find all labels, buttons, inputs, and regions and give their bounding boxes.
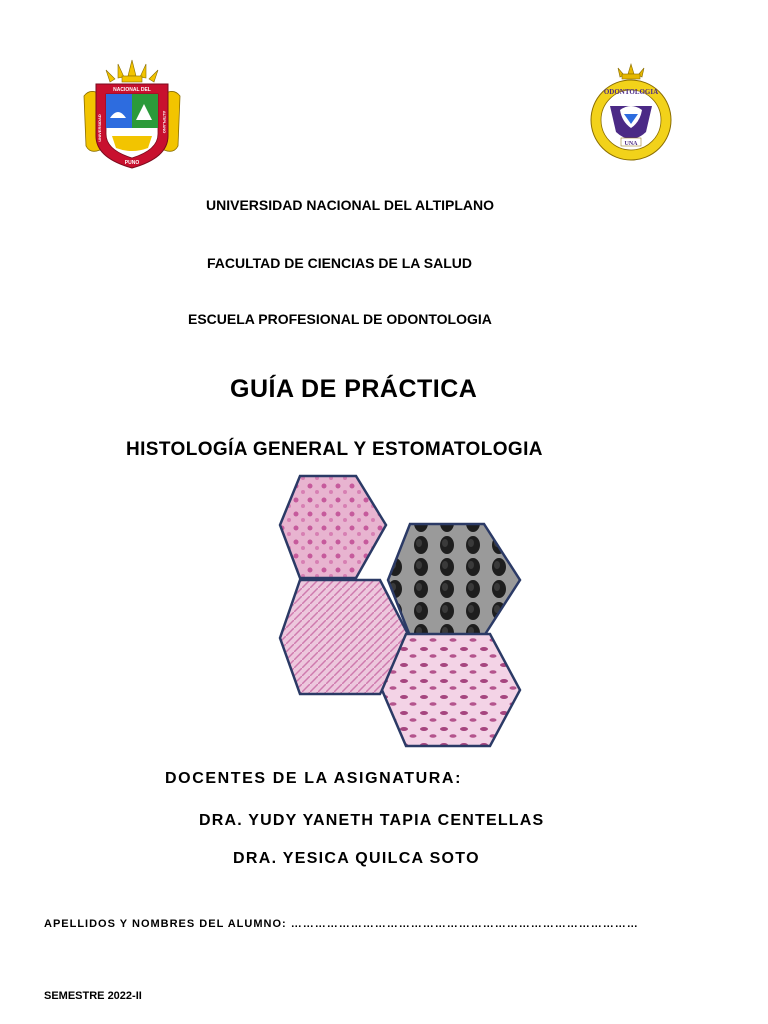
- semester-label: SEMESTRE 2022-II: [44, 990, 142, 1002]
- school-name: ESCUELA PROFESIONAL DE ODONTOLOGIA: [188, 311, 492, 327]
- student-name-blank: ……………………………………………………………………………: [290, 918, 639, 930]
- crest-text-bottom: PUNO: [124, 160, 140, 166]
- crest-text-left: UNIVERSIDAD: [97, 114, 102, 142]
- university-name: UNIVERSIDAD NACIONAL DEL ALTIPLANO: [206, 197, 495, 213]
- university-crest-icon: [82, 58, 182, 170]
- faculty-member: DRA. YUDY YANETH TAPIA CENTELLAS: [199, 812, 545, 829]
- university-crest-logo: [82, 58, 182, 170]
- faculty-name: FACULTAD DE CIENCIAS DE LA SALUD: [207, 255, 472, 271]
- histology-collage: [278, 468, 522, 748]
- crest-text-right: ALTIPLANO: [162, 110, 167, 134]
- faculty-heading: DOCENTES DE LA ASIGNATURA:: [165, 770, 463, 787]
- student-name-label: APELLIDOS Y NOMBRES DEL ALUMNO:: [44, 918, 287, 930]
- student-name-line: [44, 918, 639, 930]
- document-subtitle: HISTOLOGÍA GENERAL Y ESTOMATOLOGIA: [126, 439, 543, 460]
- seal-text-top: ODONTOLOGIA: [603, 88, 659, 96]
- faculty-member: DRA. YESICA QUILCA SOTO: [233, 850, 480, 867]
- seal-text-bottom: UNA: [624, 141, 638, 147]
- histology-hexagon-collage-icon: [278, 468, 522, 748]
- document-title: GUÍA DE PRÁCTICA: [230, 375, 478, 403]
- crest-text-top: NACIONAL DEL: [113, 87, 151, 93]
- odontologia-seal-logo: [588, 62, 674, 166]
- odontologia-seal-icon: [588, 62, 674, 166]
